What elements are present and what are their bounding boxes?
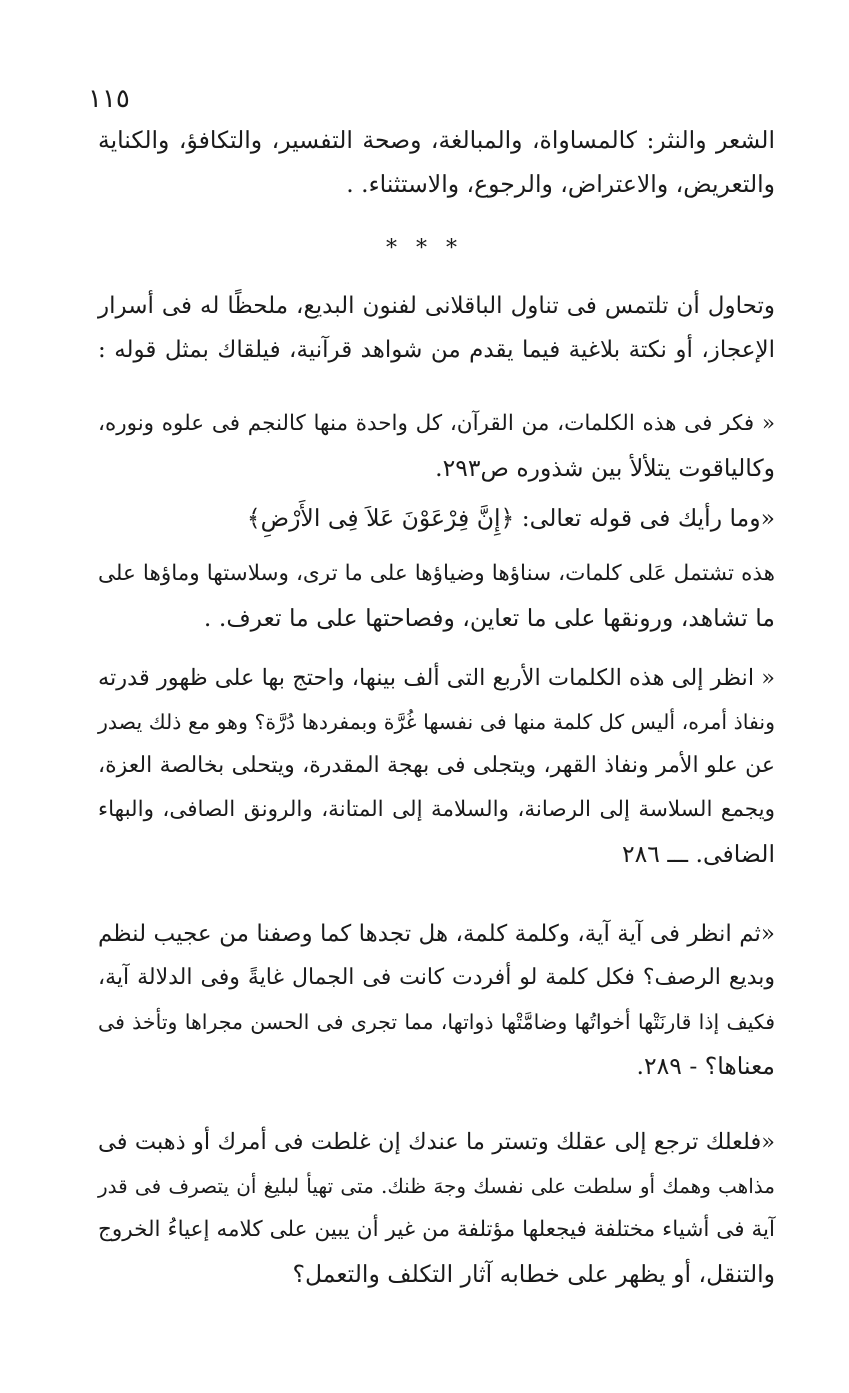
paragraph-four-words — [98, 656, 775, 876]
text-line: والتعريض، والاعتراض، والرجوع، والاستثناء. . — [346, 170, 775, 198]
text-line: مذاهب وهمك أو سلطت على نفسك وجهَ ظنك. متى تهيأ لبليغ أن يتصرف فى قدر — [98, 1174, 775, 1198]
text-line: هذه تشتمل عَلى كلمات، سناؤها وضياؤها على ما ترى، وسلاستها وماؤها على — [98, 561, 775, 586]
text-line: الإعجاز، أو نكتة بلاغية فيما يقدم من شواهد قرآنية، فيلقاك بمثل قوله : — [98, 337, 775, 363]
text-line: آية فى أشياء مختلفة فيجعلها مؤتلفة من غير أن يبين على كلامه إعياءُ الخروج — [98, 1217, 775, 1242]
text-line: الضافى. ـــ ٢٨٦ — [622, 840, 775, 868]
text-line: الشعر والنثر: كالمساواة، والمبالغة، وصحة التفسير، والتكافؤ، والكناية — [98, 126, 775, 154]
page-number: ١١٥ — [88, 84, 130, 114]
text-line: عن علو الأمر ونفاذ القهر، ويتجلى فى بهجة المقدرة، ويتحلى بخالصة العزة، — [98, 753, 775, 778]
text-line: «وما رأيك فى قوله تعالى: ﴿إِنَّ فِرْعَوْنَ عَلاَ فِى الأَرْضِ﴾ — [246, 504, 775, 532]
text-line: ويجمع السلاسة إلى الرصانة، والسلامة إلى المتانة، والرونق الصافى، والبهاء — [98, 797, 775, 822]
text-line: «فلعلك ترجع إلى عقلك وتستر ما عندك إن غلطت فى أمرك أو ذهبت فى — [98, 1129, 775, 1155]
paragraph-closing — [98, 1120, 775, 1296]
section-separator: * * * — [386, 236, 463, 261]
paragraph-quran-verse — [98, 496, 775, 540]
text-line: وكالياقوت يتلألأ بين شذوره ص٢٩٣. — [435, 454, 775, 482]
text-line: «ثم انظر فى آية آية، وكلمة كلمة، هل تجدها كما وصفنا من عجيب لنظم — [98, 921, 775, 947]
text-line: فكيف إذا قارنَتْها أخواتُها وضامَّتْها ذواتها، مما تجرى فى الحسن مجراها وتأخذ فى — [98, 1010, 775, 1034]
text-line: وتحاول أن تلتمس فى تناول الباقلانى لفنون البديع، ملحظًا له فى أسرار — [98, 293, 775, 319]
paragraph-verse-by-verse — [98, 912, 775, 1088]
text-line: ونفاذ أمره، أليس كل كلمة منها فى نفسها غُرَّة وبمفردها دُرَّة؟ وهو مع ذلك يصدر — [98, 710, 775, 734]
text-line: معناها؟ - ٢٨٩. — [636, 1052, 775, 1080]
paragraph-description — [98, 552, 775, 640]
paragraph-rhetoric-list — [98, 118, 775, 206]
text-line: وبديع الرصف؟ فكل كلمة لو أفردت كانت فى الجمال غايةً وفى الدلالة آية، — [98, 965, 775, 990]
text-line: « انظر إلى هذه الكلمات الأربع التى ألف بينها، واحتج بها على ظهور قدرته — [97, 665, 775, 691]
text-line: « فكر فى هذه الكلمات، من القرآن، كل واحدة منها كالنجم فى علوه ونوره، — [98, 411, 775, 436]
paragraph-quote-words — [98, 402, 775, 490]
text-line: ما تشاهد، ورونقها على ما تعاين، وفصاحتها على ما تعرف. . — [203, 604, 775, 632]
paragraph-intro — [98, 284, 775, 372]
text-line: والتنقل، أو يظهر على خطابه آثار التكلف والتعمل؟ — [292, 1260, 775, 1288]
